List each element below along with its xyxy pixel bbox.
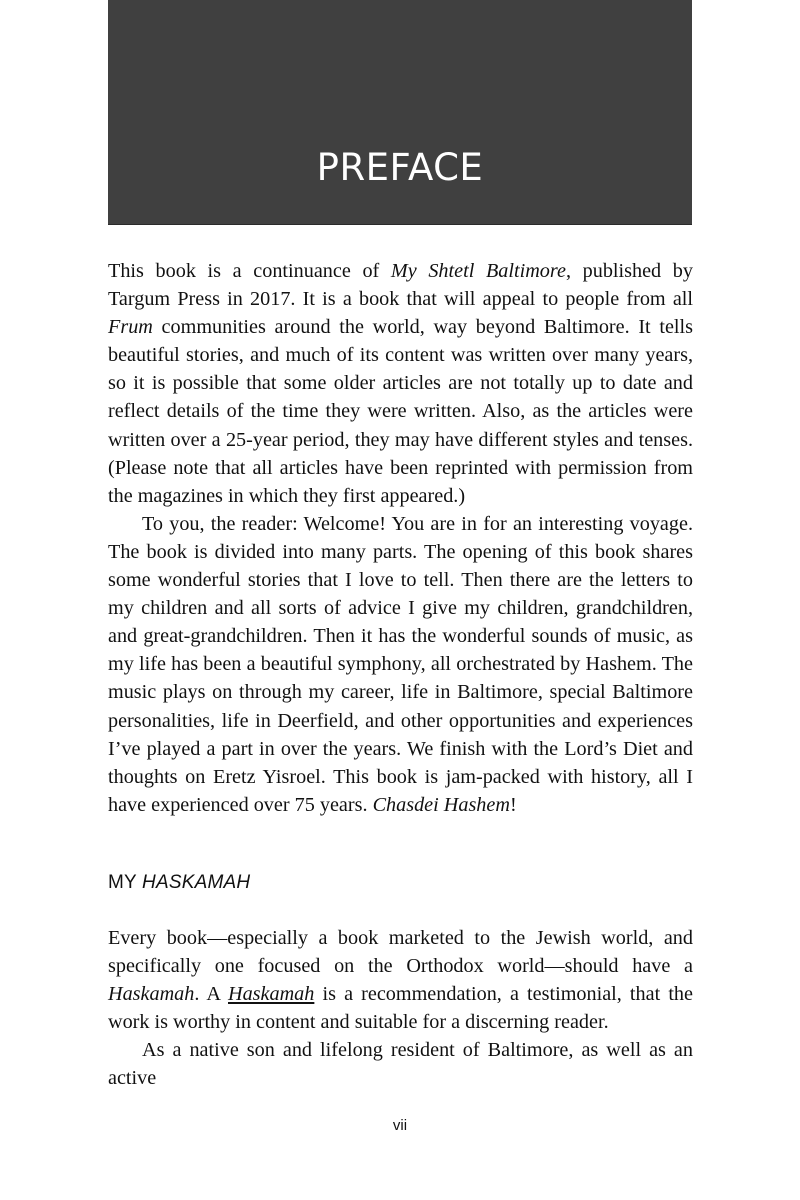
text-run: is a recommendation, a testimonial, that the work is worthy in content and suitable for a discerning reader. xyxy=(108,983,693,1034)
text-run: communities around the world, way beyond Baltimore. It tells beautiful stories, and much of its content was written over many years, so it is possible that some older articles are not totally up to date and reflect details of the time they were written. Also, as the articles were written over a 25-year period, they may have different styles and tenses. (Please note that all articles have been reprinted with permission from the magazines in which they first appeared.) xyxy=(108,316,693,507)
section-heading-my-haskamah xyxy=(108,872,250,894)
preface-body xyxy=(108,257,693,819)
italic-underlined-text: Haskamah xyxy=(228,983,315,1006)
paragraph xyxy=(108,510,693,819)
text-run: , published by Targum Press in 2017. It is a book that will appeal to people from all xyxy=(108,260,693,311)
text-run: ! xyxy=(509,793,517,816)
italic-text: Chasdei Hashem xyxy=(372,793,510,816)
text-run: To you, the reader: Welcome! You are in for an interesting voyage. The book is divided into many parts. The opening of this book shares some wonderful stories that I love to tell. Then there are the letters to my children and all sorts of advice I give my children, grandchildren, and great-grandchildren. Then it has the wonderful sounds of music, as my life has been a beautiful symphony, all orchestrated by Hashem. The music plays on through my career, life in Baltimore, special Baltimore personalities, life in Deerfield, and other opportunities and experiences I’ve played a part in over the years. We finish with the Lord’s Diet and thoughts on Eretz Yisroel. This book is jam-packed with history, all I have experienced over 75 years. xyxy=(108,512,693,816)
text-run: As a native son and lifelong resident of Baltimore, as well as an active xyxy=(108,1039,693,1090)
chapter-title: PREFACE xyxy=(316,146,484,189)
italic-text: My Shtetl Baltimore xyxy=(390,260,566,282)
haskamah-body xyxy=(108,924,693,1093)
paragraph xyxy=(108,924,693,1036)
paragraph xyxy=(108,1036,693,1092)
chapter-header-banner xyxy=(108,0,692,225)
paragraph xyxy=(108,257,693,510)
text-run: This book is a continuance of xyxy=(108,260,391,282)
text-run: Every book—especially a book marketed to the Jewish world, and specifically one focused on the Orthodox world—should have a xyxy=(108,927,693,978)
italic-text: Frum xyxy=(108,316,153,339)
section-heading-prefix: MY xyxy=(108,872,143,893)
section-heading-italic: HASKAMAH xyxy=(142,872,251,893)
italic-text: Haskamah xyxy=(108,983,195,1006)
text-run: . A xyxy=(194,983,228,1006)
page-number: vii xyxy=(392,1117,408,1134)
